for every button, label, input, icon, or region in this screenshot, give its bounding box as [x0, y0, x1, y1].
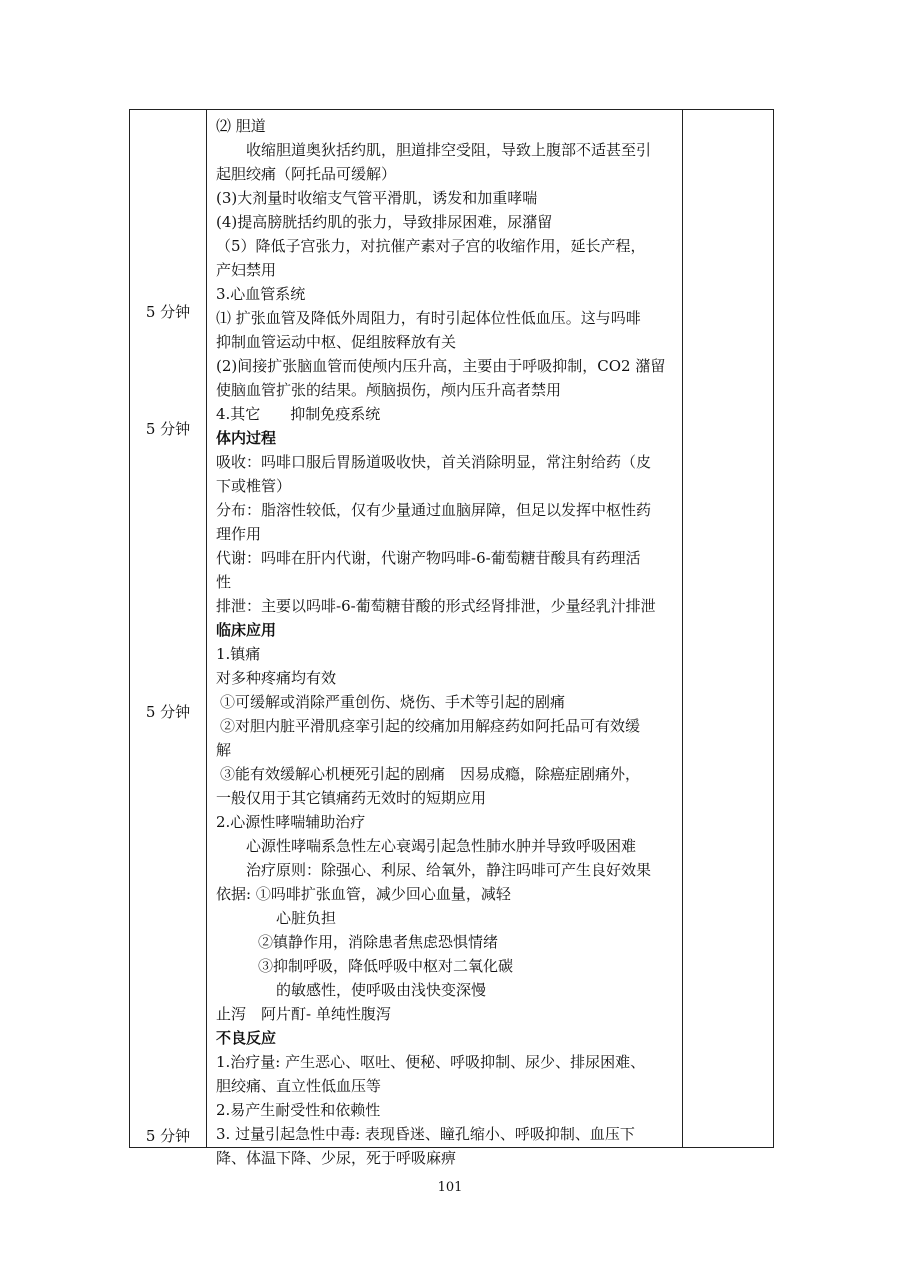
text-line: 降、体温下降、少尿，死于呼吸麻痹	[216, 1149, 457, 1167]
text-line: (2)间接扩张脑血管而使颅内压升高，主要由于呼吸抑制，CO2 潴留	[216, 357, 666, 375]
text-line: 胆绞痛、直立性低血压等	[216, 1077, 382, 1095]
text-line: 治疗原则：除强心、利尿、给氧外，静注吗啡可产生良好效果	[246, 861, 652, 879]
text-line: 的敏感性，使呼吸由浅快变深慢	[276, 981, 487, 999]
text-line: 3.心血管系统	[216, 285, 306, 303]
text-line: 代谢：吗啡在肝内代谢，代谢产物吗啡-6-葡萄糖苷酸具有药理活	[216, 549, 641, 567]
text-line: 性	[216, 573, 232, 591]
time-label: 5 分钟	[145, 1127, 191, 1145]
text-line: ③抑制呼吸，降低呼吸中枢对二氧化碳	[258, 957, 514, 975]
lesson-content	[216, 114, 676, 1170]
text-line: 排泄：主要以吗啡-6-葡萄糖苷酸的形式经肾排泄，少量经乳汁排泄	[216, 597, 656, 615]
text-line: (3)大剂量时收缩支气管平滑肌，诱发和加重哮喘	[216, 189, 538, 207]
column-divider-right	[682, 110, 683, 1147]
content-table	[129, 109, 774, 1167]
text-line: 3. 过量引起急性中毒: 表现昏迷、瞳孔缩小、呼吸抑制、血压下	[216, 1125, 635, 1143]
time-label: 5 分钟	[145, 420, 191, 438]
text-line: 1.镇痛	[216, 645, 261, 663]
text-line: 1.治疗量: 产生恶心、呕吐、便秘、呼吸抑制、尿少、排尿困难、	[216, 1053, 646, 1071]
text-line: 分布：脂溶性较低，仅有少量通过血脑屏障，但足以发挥中枢性药	[216, 501, 652, 519]
text-line: 一般仅用于其它镇痛药无效时的短期应用	[216, 789, 487, 807]
text-line: 心脏负担	[276, 909, 337, 927]
text-line: ⑵ 胆道	[216, 117, 266, 135]
text-line: 止泻 阿片酊- 单纯性腹泻	[216, 1005, 391, 1023]
section-heading: 临床应用	[216, 621, 277, 639]
text-line: 收缩胆道奥狄括约肌，胆道排空受阻，导致上腹部不适甚至引	[246, 141, 652, 159]
text-line: 解	[216, 741, 232, 759]
text-line: 产妇禁用	[216, 261, 277, 279]
page-number: 101	[437, 1180, 463, 1195]
text-line: ②对胆内脏平滑肌痉挛引起的绞痛加用解痉药如阿托品可有效缓	[220, 717, 641, 735]
text-line: 吸收：吗啡口服后胃肠道吸收快，首关消除明显，常注射给药（皮	[216, 453, 652, 471]
text-line: 下或椎管）	[216, 477, 292, 495]
text-line: ①可缓解或消除严重创伤、烧伤、手术等引起的剧痛	[220, 693, 566, 711]
text-line: 抑制血管运动中枢、促组胺释放有关	[216, 333, 457, 351]
column-divider-left	[206, 110, 207, 1147]
text-line: 4.其它 抑制免疫系统	[216, 405, 381, 423]
time-label: 5 分钟	[145, 703, 191, 721]
text-line: 对多种疼痛均有效	[216, 669, 337, 687]
text-line: 依据: ①吗啡扩张血管，减少回心血量，减轻	[216, 885, 511, 903]
text-line: （5）降低子宫张力，对抗催产素对子宫的收缩作用，延长产程，	[216, 237, 646, 255]
text-line: 理作用	[216, 525, 262, 543]
section-heading: 体内过程	[216, 429, 277, 447]
text-line: 2.心源性哮喘辅助治疗	[216, 813, 366, 831]
time-label: 5 分钟	[145, 303, 191, 321]
text-line: ⑴ 扩张血管及降低外周阻力，有时引起体位性低血压。这与吗啡	[216, 309, 641, 327]
text-line: ③能有效缓解心机梗死引起的剧痛 因易成瘾，除癌症剧痛外，	[220, 765, 641, 783]
text-line: ②镇静作用，消除患者焦虑恐惧情绪	[258, 933, 499, 951]
text-line: 心源性哮喘系急性左心衰竭引起急性肺水肿并导致呼吸困难	[246, 837, 637, 855]
text-line: 2.易产生耐受性和依赖性	[216, 1101, 381, 1119]
section-heading: 不良反应	[216, 1029, 277, 1047]
text-line: 起胆绞痛（阿托品可缓解）	[216, 165, 397, 183]
text-line: 使脑血管扩张的结果。颅脑损伤，颅内压升高者禁用	[216, 381, 562, 399]
text-line: (4)提高膀胱括约肌的张力，导致排尿困难，尿潴留	[216, 213, 553, 231]
